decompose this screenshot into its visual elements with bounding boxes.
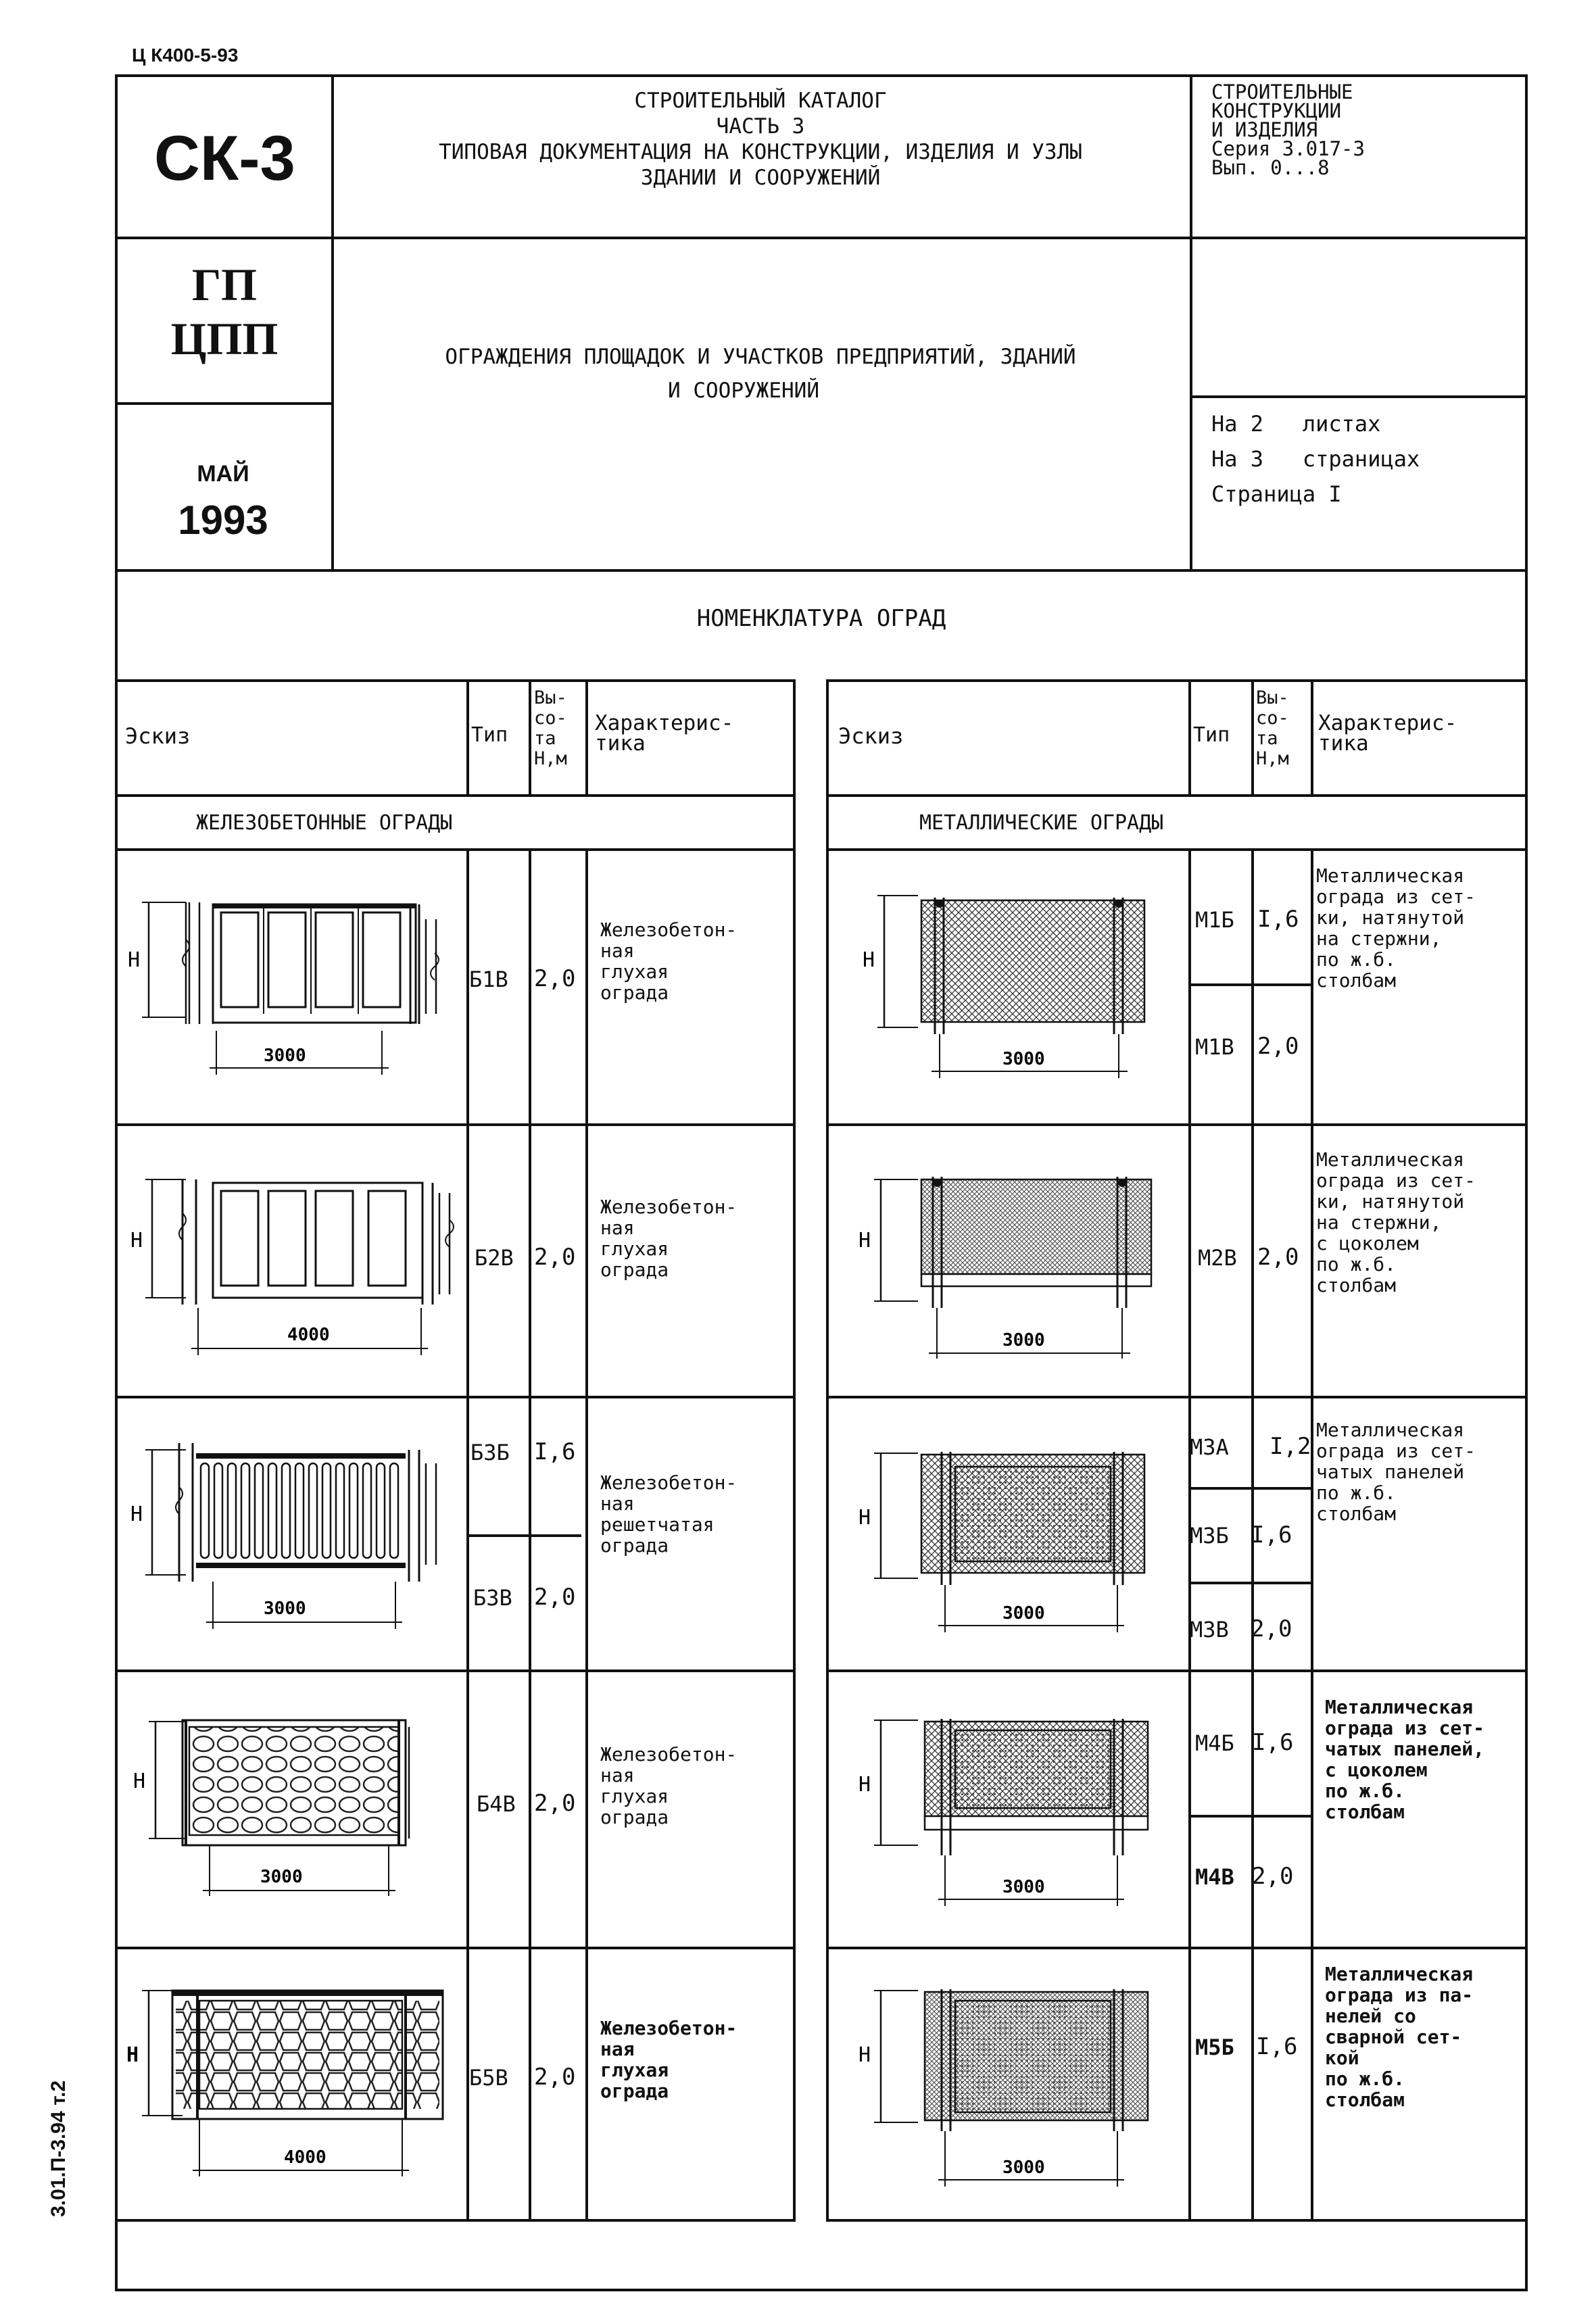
sketch-m3	[830, 1399, 1185, 1670]
catalog-line-1: СТРОИТЕЛЬНЫЙ КАТАЛОГ	[634, 89, 887, 113]
sketch-b3	[118, 1399, 463, 1670]
section-line-2: КОНСТРУКЦИИ	[1211, 99, 1342, 122]
height-m2v: 2,0	[1257, 1244, 1299, 1271]
sketch-m5	[830, 1950, 1185, 2220]
h-label: Н	[859, 1506, 871, 1530]
type-m4v: М4В	[1195, 1864, 1234, 1890]
desc-b4: Железобетон- ная глухая ограда	[600, 1743, 737, 1828]
height-b3b: I,6	[534, 1438, 576, 1465]
frame-top	[115, 74, 1528, 77]
type-m2v: М2В	[1198, 1245, 1237, 1271]
catalog-line-3: ТИПОВАЯ ДОКУМЕНТАЦИЯ НА КОНСТРУКЦИИ, ИЗДЕЛИЯ И УЗЛЫ	[439, 140, 1082, 164]
height-m3a: I,2	[1269, 1433, 1311, 1460]
desc-m1: Металлическая ограда из сет- ки, натянутой на стержни, по ж.б. столбам	[1316, 864, 1476, 992]
type-m5b: М5Б	[1195, 2034, 1234, 2060]
frame-bottom	[115, 2289, 1528, 2291]
sketch-b2	[118, 1125, 463, 1396]
type-b1v: Б1В	[469, 967, 508, 992]
h-label: Н	[859, 2043, 871, 2067]
height-m5b: I,6	[1256, 2033, 1298, 2060]
desc-m3: Металлическая ограда из сет- чатых панелей по ж.б. столбам	[1316, 1419, 1476, 1525]
right-group-label: МЕТАЛЛИЧЕСКИЕ ОГРАДЫ	[919, 811, 1164, 835]
sketch-m4	[830, 1673, 1185, 1943]
dim-label: 3000	[264, 1599, 306, 1619]
dim-label: 3000	[1002, 1877, 1045, 1897]
left-header-sketch: Эскиз	[125, 723, 191, 749]
right-header-char: Характерис- тика	[1318, 711, 1457, 756]
section-line-1: СТРОИТЕЛЬНЫЕ	[1211, 80, 1353, 103]
left-header-char: Характерис- тика	[595, 711, 734, 756]
height-m1b: I,6	[1257, 906, 1299, 933]
sketch-b1	[118, 852, 463, 1122]
catalog-heading	[338, 88, 1183, 191]
pages-count: На 3 страницах	[1211, 446, 1420, 472]
height-m3b: I,6	[1251, 1521, 1292, 1549]
height-b1v: 2,0	[534, 965, 576, 992]
frame-left	[115, 74, 118, 2291]
right-header-type: Тип	[1193, 723, 1230, 747]
sketch-b5	[118, 1950, 463, 2220]
desc-m2: Металлическая ограда из сет- ки, натянутой на стержни, с цоколем по ж.б. столбам	[1316, 1148, 1476, 1296]
height-m3v: 2,0	[1251, 1615, 1292, 1642]
dim-label: 3000	[1002, 2158, 1045, 2178]
sketch-b4	[118, 1673, 463, 1943]
catalog-line-2: ЧАСТЬ 3	[716, 114, 805, 139]
left-group-label: ЖЕЛЕЗОБЕТОННЫЕ ОГРАДЫ	[196, 811, 453, 835]
h-label: Н	[859, 1773, 871, 1797]
type-m3b: М3Б	[1190, 1523, 1229, 1549]
org-line-1: ГП	[191, 259, 258, 310]
dim-label: 3000	[264, 1046, 306, 1066]
type-m3a: М3А	[1190, 1434, 1229, 1460]
type-b3v: Б3В	[473, 1585, 512, 1611]
org-line-2: ЦПП	[170, 313, 279, 364]
catalog-code: СК-3	[154, 122, 295, 193]
left-header-height: Вы- со- та Н,м	[534, 687, 567, 769]
h-label: Н	[128, 948, 141, 972]
h-label: Н	[859, 1229, 871, 1252]
table-title: НОМЕНКЛАТУРА ОГРАД	[696, 605, 946, 632]
right-header-sketch: Эскиз	[838, 723, 904, 749]
h-label: Н	[863, 948, 875, 972]
right-header-height: Вы- со- та Н,м	[1256, 687, 1289, 769]
height-m1v: 2,0	[1257, 1033, 1299, 1060]
sketch-m2	[830, 1125, 1185, 1396]
height-m4b: I,6	[1252, 1729, 1294, 1756]
h-label: Н	[130, 1229, 143, 1252]
catalog-line-4: ЗДАНИИ И СООРУЖЕНИЙ	[640, 166, 881, 190]
desc-m5: Металлическая ограда из па- нелей со сварной сет- кой по ж.б. столбам	[1325, 1963, 1474, 2111]
desc-b3: Железобетон- ная решетчатая ограда	[600, 1471, 737, 1557]
left-header-type: Тип	[471, 723, 508, 747]
subject-line-1: ОГРАЖДЕНИЯ ПЛОЩАДОК И УЧАСТКОВ ПРЕДПРИЯТИЙ, ЗДАНИЙ	[445, 345, 1076, 369]
section-line-3: И ИЗДЕЛИЯ	[1211, 118, 1318, 141]
dim-label: 4000	[284, 2147, 327, 2168]
h-label: Н	[130, 1503, 143, 1526]
height-b3v: 2,0	[534, 1584, 576, 1611]
type-b5v: Б5В	[469, 2065, 508, 2091]
dim-label: 3000	[1002, 1603, 1045, 1624]
height-b4v: 2,0	[534, 1790, 576, 1817]
dim-label: 3000	[1002, 1049, 1045, 1069]
type-b3b: Б3Б	[470, 1440, 510, 1465]
section-line-4: Серия 3.017-3	[1211, 137, 1365, 160]
side-code: 3.01.П-3.94 т.2	[47, 2080, 70, 2217]
year: 1993	[178, 497, 268, 543]
frame-right	[1525, 74, 1528, 2291]
dim-label: 3000	[260, 1867, 303, 1887]
height-m4v: 2,0	[1252, 1863, 1294, 1890]
month: МАЙ	[197, 461, 249, 487]
h-label: Н	[133, 1770, 146, 1793]
type-m3v: М3В	[1190, 1617, 1229, 1642]
type-m1b: М1Б	[1195, 907, 1234, 933]
sketch-m1	[830, 852, 1185, 1122]
height-b2v: 2,0	[534, 1244, 576, 1271]
page-number: Страница I	[1211, 481, 1342, 507]
section-line-5: Вып. 0...8	[1211, 156, 1330, 179]
type-b4v: Б4В	[477, 1791, 516, 1817]
type-b2v: Б2В	[475, 1245, 514, 1271]
desc-b2: Железобетон- ная глухая ограда	[600, 1196, 737, 1281]
subject-line-2: И СООРУЖЕНИЙ	[668, 379, 819, 403]
height-b5v: 2,0	[534, 2064, 576, 2091]
desc-b5: Железобетон- ная глухая ограда	[600, 2017, 737, 2102]
doc-code: Ц К400-5-93	[132, 45, 239, 66]
type-m1v: М1В	[1195, 1034, 1234, 1060]
section-info	[1211, 82, 1365, 177]
desc-b1: Железобетон- ная глухая ограда	[600, 919, 737, 1004]
sheets-count: На 2 листах	[1211, 411, 1381, 437]
type-m4b: М4Б	[1195, 1730, 1234, 1756]
desc-m4: Металлическая ограда из сет- чатых панелей, с цоколем по ж.б. столбам	[1325, 1696, 1485, 1823]
dim-label: 3000	[1002, 1330, 1045, 1350]
dim-label: 4000	[287, 1325, 330, 1345]
h-label: Н	[126, 2043, 139, 2067]
